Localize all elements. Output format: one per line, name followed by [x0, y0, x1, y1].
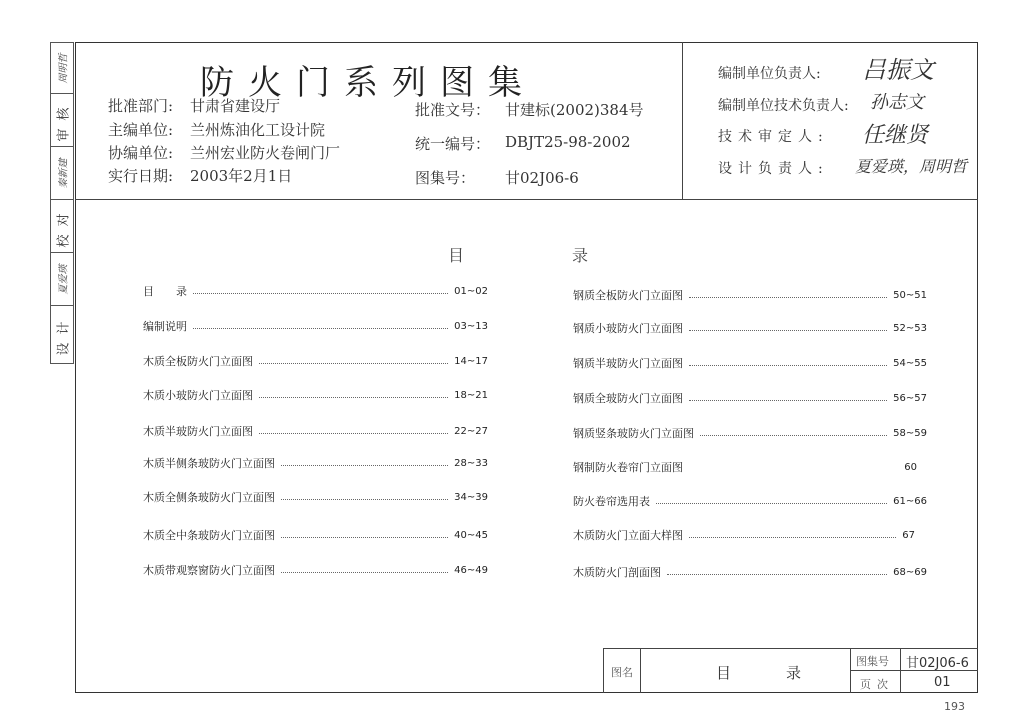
toc-leader — [689, 330, 887, 331]
toc-entry — [573, 492, 927, 510]
design-head-label: 设计负责人: — [718, 161, 829, 177]
atlas-no: 甘02J06-6 — [505, 169, 579, 187]
toc-leader — [281, 465, 448, 466]
toc-entry — [573, 354, 927, 372]
toc-entry — [573, 458, 917, 476]
toc-entry-pages: 58~59 — [893, 427, 927, 439]
toc-leader — [281, 537, 448, 538]
unified-no: DBJT25-98-2002 — [505, 133, 631, 151]
toc-entry-title: 木质全中条玻防火门立面图 — [143, 529, 275, 542]
toc-leader — [281, 499, 448, 500]
toc-heading-left: 目 — [448, 246, 465, 265]
strip-cell-6 — [51, 306, 73, 362]
toc-entry-pages: 68~69 — [893, 566, 927, 578]
header-vertical-divider — [682, 42, 683, 199]
toc-entry — [573, 389, 927, 407]
strip-cell-2 — [51, 94, 73, 147]
title-block-top — [603, 648, 978, 649]
approval-dept-label: 批准部门: — [108, 97, 174, 115]
drawing-name-label: 图名 — [611, 666, 633, 679]
toc-leader — [689, 297, 887, 298]
toc-leader — [193, 328, 448, 329]
unit-head-signature: 吕振文 — [862, 56, 934, 84]
toc-entry-pages: 61~66 — [893, 495, 927, 507]
toc-entry-pages: 56~57 — [893, 392, 927, 404]
co-editor-label: 协编单位: — [108, 144, 174, 162]
toc-heading-right: 录 — [572, 246, 589, 265]
signature-strip — [50, 42, 74, 364]
toc-entry-title: 木质防火门剖面图 — [573, 566, 661, 579]
strip-sig-1: 周明哲 — [58, 53, 70, 83]
toc-leader — [259, 433, 448, 434]
toc-entry — [143, 317, 488, 335]
atlas-no-title: 甘02J06-6 — [906, 656, 969, 671]
toc-entry — [143, 352, 488, 370]
toc-entry — [143, 488, 488, 506]
toc-entry-title: 目 录 — [143, 285, 187, 298]
toc-entry — [573, 563, 927, 581]
toc-leader — [689, 365, 887, 366]
doc-no: 甘建标(2002)384号 — [505, 101, 644, 119]
editor-label: 主编单位: — [108, 121, 174, 139]
co-editor: 兰州宏业防火卷闸门厂 — [190, 144, 341, 162]
toc-entry — [143, 454, 488, 472]
header-divider — [75, 199, 978, 200]
toc-entry — [573, 526, 915, 544]
toc-leader — [700, 435, 887, 436]
toc-entry — [573, 319, 927, 337]
toc-entry-title: 防火卷帘选用表 — [573, 495, 650, 508]
toc-leader — [259, 363, 448, 364]
toc-entry-title: 钢质小玻防火门立面图 — [573, 322, 683, 335]
page-value: 01 — [934, 675, 951, 690]
tech-review-label: 技术审定人: — [718, 129, 829, 145]
toc-entry-title: 木质半侧条玻防火门立面图 — [143, 457, 275, 470]
approval-dept: 甘肃省建设厅 — [190, 97, 281, 115]
editor: 兰州炼油化工设计院 — [190, 121, 326, 139]
title-block-div-1 — [640, 648, 641, 693]
effective-date: 2003年2月1日 — [190, 167, 293, 185]
toc-leader — [689, 400, 887, 401]
drawing-name: 目 录 — [716, 664, 822, 682]
toc-entry — [573, 424, 927, 442]
toc-entry-pages: 52~53 — [893, 322, 927, 334]
toc-entry-pages: 22~27 — [454, 425, 488, 437]
toc-entry-title: 钢质竖条玻防火门立面图 — [573, 427, 694, 440]
toc-entry-pages: 60 — [904, 461, 917, 473]
toc-entry-title: 木质全侧条玻防火门立面图 — [143, 491, 275, 504]
unit-head-label: 编制单位负责人: — [718, 66, 821, 82]
toc-entry-title: 木质半玻防火门立面图 — [143, 425, 253, 438]
unified-no-label: 统一编号： — [415, 135, 491, 153]
toc-leader — [281, 572, 448, 573]
toc-entry-title: 钢质半玻防火门立面图 — [573, 357, 683, 370]
toc-entry-title: 木质带观察窗防火门立面图 — [143, 564, 275, 577]
toc-entry — [143, 561, 488, 579]
strip-cell-4 — [51, 200, 73, 253]
toc-leader — [667, 574, 887, 575]
toc-entry-title: 木质防火门立面大样图 — [573, 529, 683, 542]
tech-head-signature: 孙志文 — [870, 92, 924, 113]
strip-cell-5 — [51, 253, 73, 306]
toc-entry-title: 钢制防火卷帘门立面图 — [573, 461, 683, 474]
toc-entry-pages: 34~39 — [454, 491, 488, 503]
toc-entry-title: 木质小玻防火门立面图 — [143, 389, 253, 402]
toc-entry — [143, 386, 488, 404]
toc-entry-pages: 67 — [902, 529, 915, 541]
page-title: 防火门系列图集 — [200, 63, 536, 103]
toc-entry-pages: 14~17 — [454, 355, 488, 367]
strip-sig-3: 夏爱瑛 — [58, 264, 70, 294]
tech-head-label: 编制单位技术负责人: — [718, 98, 849, 114]
atlas-no-title-label: 图集号 — [856, 655, 889, 668]
toc-entry — [573, 286, 927, 304]
toc-leader — [656, 503, 887, 504]
toc-entry-pages: 03~13 — [454, 320, 488, 332]
strip-sig-2: 秦新建 — [58, 158, 70, 188]
strip-label-check: 校对 — [56, 204, 72, 248]
toc-entry-title: 钢质全板防火门立面图 — [573, 289, 683, 302]
toc-entry-title: 编制说明 — [143, 320, 187, 333]
sheet-number: 193 — [944, 700, 965, 713]
title-block-left — [603, 648, 604, 693]
toc-entry-pages: 28~33 — [454, 457, 488, 469]
toc-entry-pages: 01~02 — [454, 285, 488, 297]
strip-label-review: 审核 — [56, 98, 72, 142]
toc-leader — [193, 293, 448, 294]
effective-label: 实行日期: — [108, 167, 174, 185]
toc-entry-title: 钢质全玻防火门立面图 — [573, 392, 683, 405]
toc-entry — [143, 422, 488, 440]
doc-no-label: 批准文号： — [415, 101, 491, 119]
strip-label-design: 设计 — [56, 312, 72, 356]
strip-cell-3 — [51, 147, 73, 200]
toc-entry-pages: 18~21 — [454, 389, 488, 401]
toc-entry-title: 木质全板防火门立面图 — [143, 355, 253, 368]
toc-entry-pages: 50~51 — [893, 289, 927, 301]
toc-entry-pages: 54~55 — [893, 357, 927, 369]
toc-entry — [143, 282, 488, 300]
page-label: 页次 — [860, 678, 894, 691]
toc-entry-pages: 40~45 — [454, 529, 488, 541]
toc-entry-pages: 46~49 — [454, 564, 488, 576]
strip-cell-1 — [51, 43, 73, 94]
toc-leader — [259, 397, 448, 398]
design-head-signature: 夏爱瑛，周明哲 — [855, 157, 968, 176]
toc-entry — [143, 526, 488, 544]
atlas-no-label: 图集号： — [415, 169, 476, 187]
tech-review-signature: 任继贤 — [862, 123, 929, 148]
toc-leader — [689, 537, 896, 538]
